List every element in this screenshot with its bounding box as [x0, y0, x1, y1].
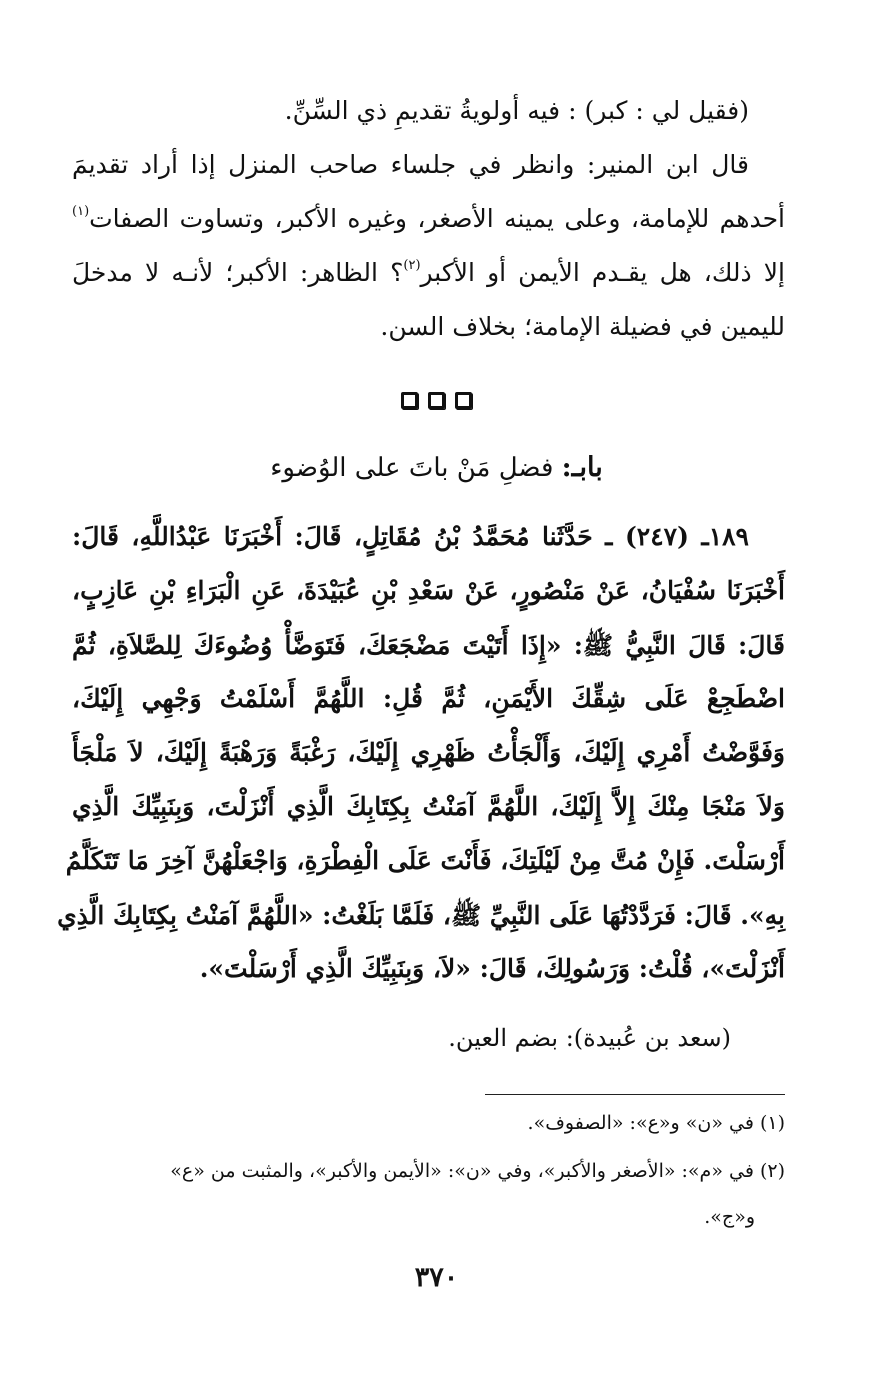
hadith-line: ١٨٩ـ (٢٤٧) ـ حَدَّثَنا مُحَمَّدُ بْنُ مُقَاتِلٍ، قَالَ: أَخْبَرَنَا عَبْدُاللَّهِ، قَالَ: [72, 522, 749, 551]
footnote-2: (٢) في «م»: «الأصغر والأكبر»، وفي «ن»: «الأيمن والأكبر»، والمثبت من «ع» [170, 1160, 785, 1182]
paragraph-text: إلا ذلك، هل يقـدم الأيمن أو الأكبر [420, 258, 785, 287]
section-separator [0, 392, 873, 413]
chapter-heading [0, 452, 873, 483]
paragraph-line: لليمين في فضيلة الإمامة؛ بخلاف السن. [380, 312, 785, 341]
footnote-1: (١) في «ن» و«ع»: «الصفوف». [527, 1112, 785, 1134]
intro-line: (فقيل لي : كبر) : فيه أولويةُ تقديمِ ذي السِّنِّ. [284, 96, 749, 125]
hadith-line: أَخْبَرَنَا سُفْيَانُ، عَنْ مَنْصُورٍ، عَنْ سَعْدِ بْنِ عُبَيْدَةَ، عَنِ الْبَرَاءِ بْنِ عَازِبٍ، [72, 576, 785, 605]
hadith-line: وَفَوَّضْتُ أَمْرِي إِلَيْكَ، وَأَلْجَأْتُ ظَهْرِي إِلَيْكَ، رَغْبَةً وَرَهْبَةً إِلَيْكَ، لاَ مَلْجَأَ [72, 738, 785, 767]
paragraph-line: قال ابن المنير: وانظر في جلساء صاحب المنزل إذا أراد تقديمَ [72, 150, 749, 179]
hadith-line: وَلاَ مَنْجَا مِنْكَ إِلاَّ إِلَيْكَ، اللَّهُمَّ آمَنْتُ بِكِتَابِكَ الَّذِي أَنْزَلْتَ، وَبِنَبِيِّكَ الَّذِي [72, 792, 785, 821]
paragraph-text: ؟ الظاهر: الأكبر؛ لأنـه لا مدخلَ [72, 258, 404, 287]
hadith-line: اضْطَجِعْ عَلَى شِقِّكَ الأَيْمَنِ، ثُمَّ قُلِ: اللَّهُمَّ أَسْلَمْتُ وَجْهِي إِلَيْكَ، [72, 684, 785, 713]
note-line: (سعد بن عُبيدة): بضم العين. [448, 1024, 731, 1052]
hadith-line: أَنْزَلْتَ»، قُلْتُ: وَرَسُولِكَ، قَالَ: «لاَ، وَبِنَبِيِّكَ الَّذِي أَرْسَلْتَ». [199, 954, 785, 983]
chapter-title: فضلِ مَنْ باتَ على الوُضوء [270, 453, 554, 483]
footnote-divider [485, 1094, 785, 1095]
footnote-marker: (١) [72, 204, 90, 219]
chapter-label: بابـ: [561, 452, 603, 483]
hadith-line: بِهِ». قَالَ: فَرَدَّدْتُهَا عَلَى النَّبِيِّ ﷺ، فَلَمَّا بَلَغْتُ: «اللَّهُمَّ آمَنْتُ بِكِتَابِكَ الَّذِي [57, 901, 785, 930]
paragraph-text: أحدهم للإمامة، وعلى يمينه الأصغر، وغيره الأكبر، وتساوت الصفات [89, 204, 785, 233]
square-ornament-icon [428, 392, 445, 409]
paragraph-line [72, 204, 785, 233]
square-ornament-icon [455, 392, 472, 409]
paragraph-line [72, 258, 785, 287]
hadith-line: قَالَ: قَالَ النَّبِيُّ ﷺ: «إِذَا أَتَيْتَ مَضْجَعَكَ، فَتَوَضَّأْ وُضُوءَكَ لِلصَّلاَةِ، ثُمَّ [72, 631, 785, 660]
footnote-2-continuation: و«ج». [704, 1206, 755, 1228]
page-number: ٣٧٠ [414, 1262, 459, 1293]
square-ornament-icon [401, 392, 418, 409]
footnote-marker: (٢) [403, 258, 421, 273]
hadith-line: أَرْسَلْتَ. فَإِنْ مُتَّ مِنْ لَيْلَتِكَ، فَأَنْتَ عَلَى الْفِطْرَةِ، وَاجْعَلْهُنَّ آخِرَ مَا تَتَكَلَّمُ [65, 846, 785, 875]
